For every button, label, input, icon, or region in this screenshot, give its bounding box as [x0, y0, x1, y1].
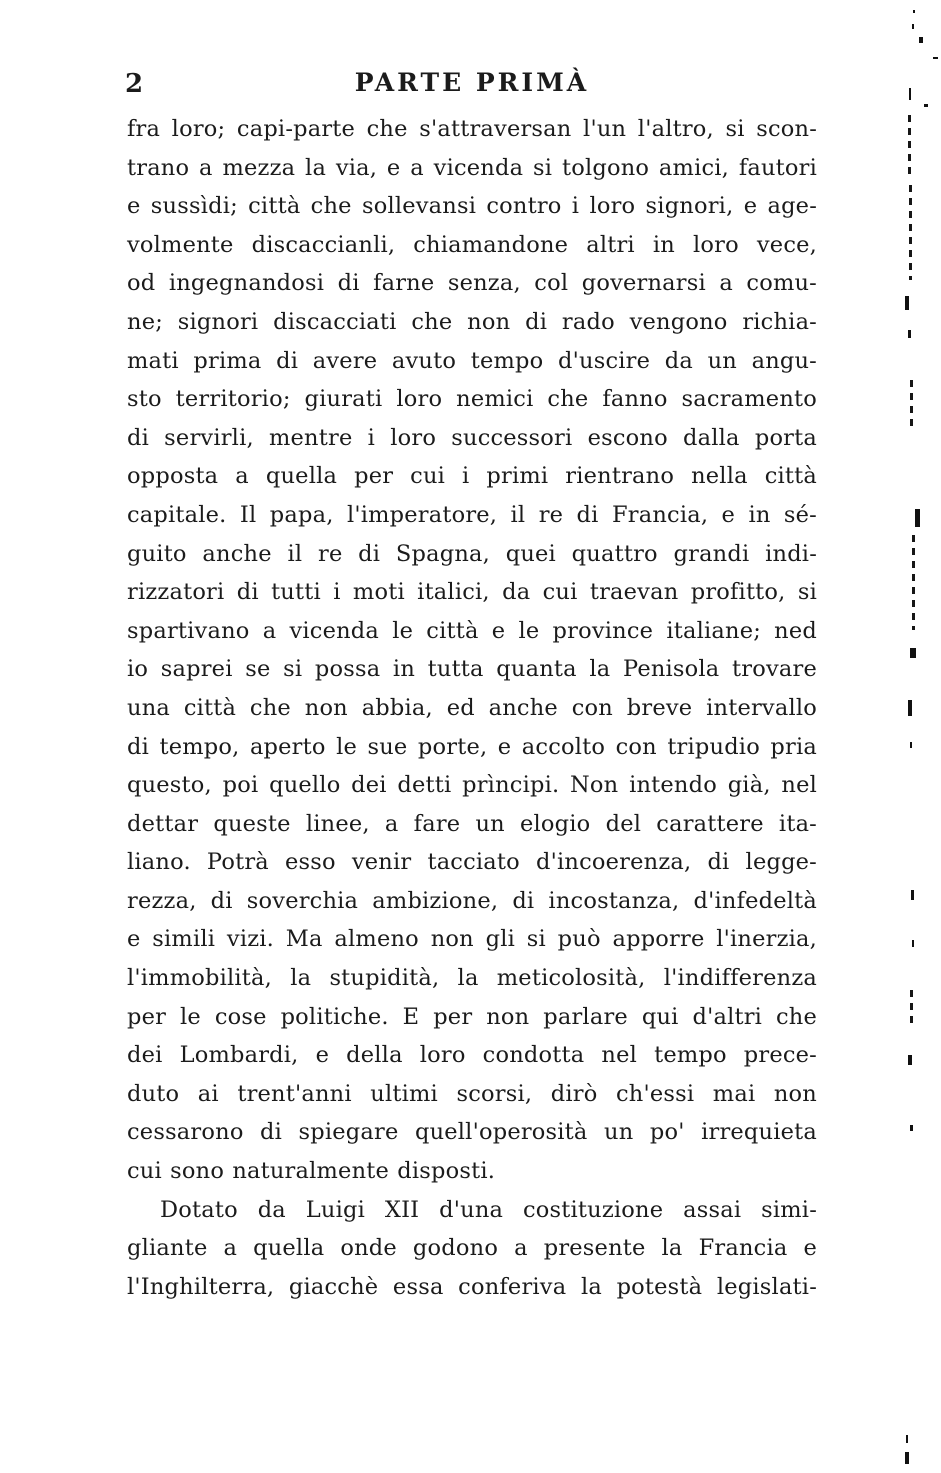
page-header: [127, 64, 817, 104]
text-line: questo, poi quello dei detti prìncipi. Non intendo già, nel: [127, 772, 817, 799]
text-line: per le cose politiche. E per non parlare qui d'altri che: [127, 1003, 817, 1030]
text-line: l'Inghilterra, giacchè essa conferiva la potestà legislati-: [127, 1273, 817, 1300]
text-line: cui sono naturalmente disposti.: [127, 1158, 496, 1185]
page-body: [127, 110, 817, 1306]
scan-speck: [910, 1125, 913, 1131]
text-line: di servirli, mentre i loro successori escono dalla porta: [127, 424, 817, 451]
text-line: cessarono di spiegare quell'operosità un po' irrequieta: [127, 1119, 817, 1146]
scan-speck: [912, 24, 914, 29]
paragraph: [127, 110, 817, 1191]
text-line: l'immobilità, la stupidità, la meticolosità, l'indifferenza: [127, 965, 817, 992]
text-line: sto territorio; giurati loro nemici che fanno sacramento: [127, 386, 817, 413]
text-line: rezza, di soverchia ambizione, di incostanza, d'infedeltà: [127, 887, 817, 914]
scan-speck: [909, 88, 911, 100]
text-line: capitale. Il papa, l'imperatore, il re di Francia, e in sé-: [127, 501, 817, 528]
text-line: e simili vizi. Ma almeno non gli si può apporre l'inerzia,: [127, 926, 817, 953]
scan-speck: [908, 1055, 912, 1065]
scan-speck: [910, 648, 916, 658]
text-line: liano. Potrà esso venir tacciato d'incoerenza, di legge-: [127, 849, 817, 876]
text-line: fra loro; capi-parte che s'attraversan l'un l'altro, si scon-: [127, 116, 817, 142]
scan-speck: [905, 296, 909, 310]
text-line: opposta a quella per cui i primi rientrano nella città: [127, 463, 817, 490]
paragraph: [127, 1191, 817, 1307]
scan-speck: [905, 1452, 909, 1464]
text-line: guito anche il re di Spagna, quei quattro grandi indi-: [127, 540, 817, 567]
binding-streak: [909, 185, 912, 280]
scan-speck: [912, 940, 914, 947]
scan-speck: [908, 330, 911, 338]
text-line: ne; signori discacciati che non di rado vengono richia-: [127, 308, 817, 335]
text-line: mati prima di avere avuto tempo d'uscire da un angu-: [127, 347, 817, 374]
scan-speck: [906, 1435, 908, 1443]
text-line: trano a mezza la via, e a vicenda si tolgono amici, fautori: [127, 154, 817, 181]
scan-speck: [924, 104, 928, 107]
scan-speck: [913, 10, 915, 13]
text-line: gliante a quella onde godono a presente la Francia e: [127, 1235, 817, 1262]
binding-streak: [908, 115, 911, 175]
text-line: spartivano a vicenda le città e le province italiane; ned: [127, 617, 817, 644]
scan-speck: [915, 509, 920, 527]
text-line: una città che non abbia, ed anche con breve intervallo: [127, 694, 817, 721]
scan-speck: [933, 57, 938, 59]
text-line: duto ai trent'anni ultimi scorsi, dirò ch'essi mai non: [127, 1080, 817, 1107]
text-line: dettar queste linee, a fare un elogio del carattere ita-: [127, 810, 817, 837]
text-line: od ingegnandosi di farne senza, col governarsi a comu-: [127, 270, 817, 297]
scan-speck: [910, 742, 912, 748]
text-line: volmente discaccianli, chiamandone altri in loro vece,: [127, 231, 817, 258]
text-line: Dotato da Luigi XII d'una costituzione assai simi-: [160, 1196, 817, 1223]
scan-speck: [919, 37, 923, 43]
scan-speck: [911, 890, 914, 900]
text-line: e sussìdi; città che sollevansi contro i loro signori, e age-: [127, 193, 817, 220]
text-line: rizzatori di tutti i moti italici, da cui traevan profitto, si: [127, 579, 817, 606]
text-line: dei Lombardi, e della loro condotta nel tempo prece-: [127, 1042, 817, 1069]
text-line: io saprei se si possa in tutta quanta la Penisola trovare: [127, 656, 817, 683]
binding-streak: [910, 990, 913, 1025]
text-line: di tempo, aperto le sue porte, e accolto con tripudio pria: [127, 733, 817, 760]
binding-streak: [912, 535, 915, 630]
binding-streak: [910, 380, 913, 430]
page-number: 2: [125, 69, 144, 99]
scan-speck: [908, 700, 912, 716]
running-head: PARTE PRIMÀ: [354, 68, 590, 97]
